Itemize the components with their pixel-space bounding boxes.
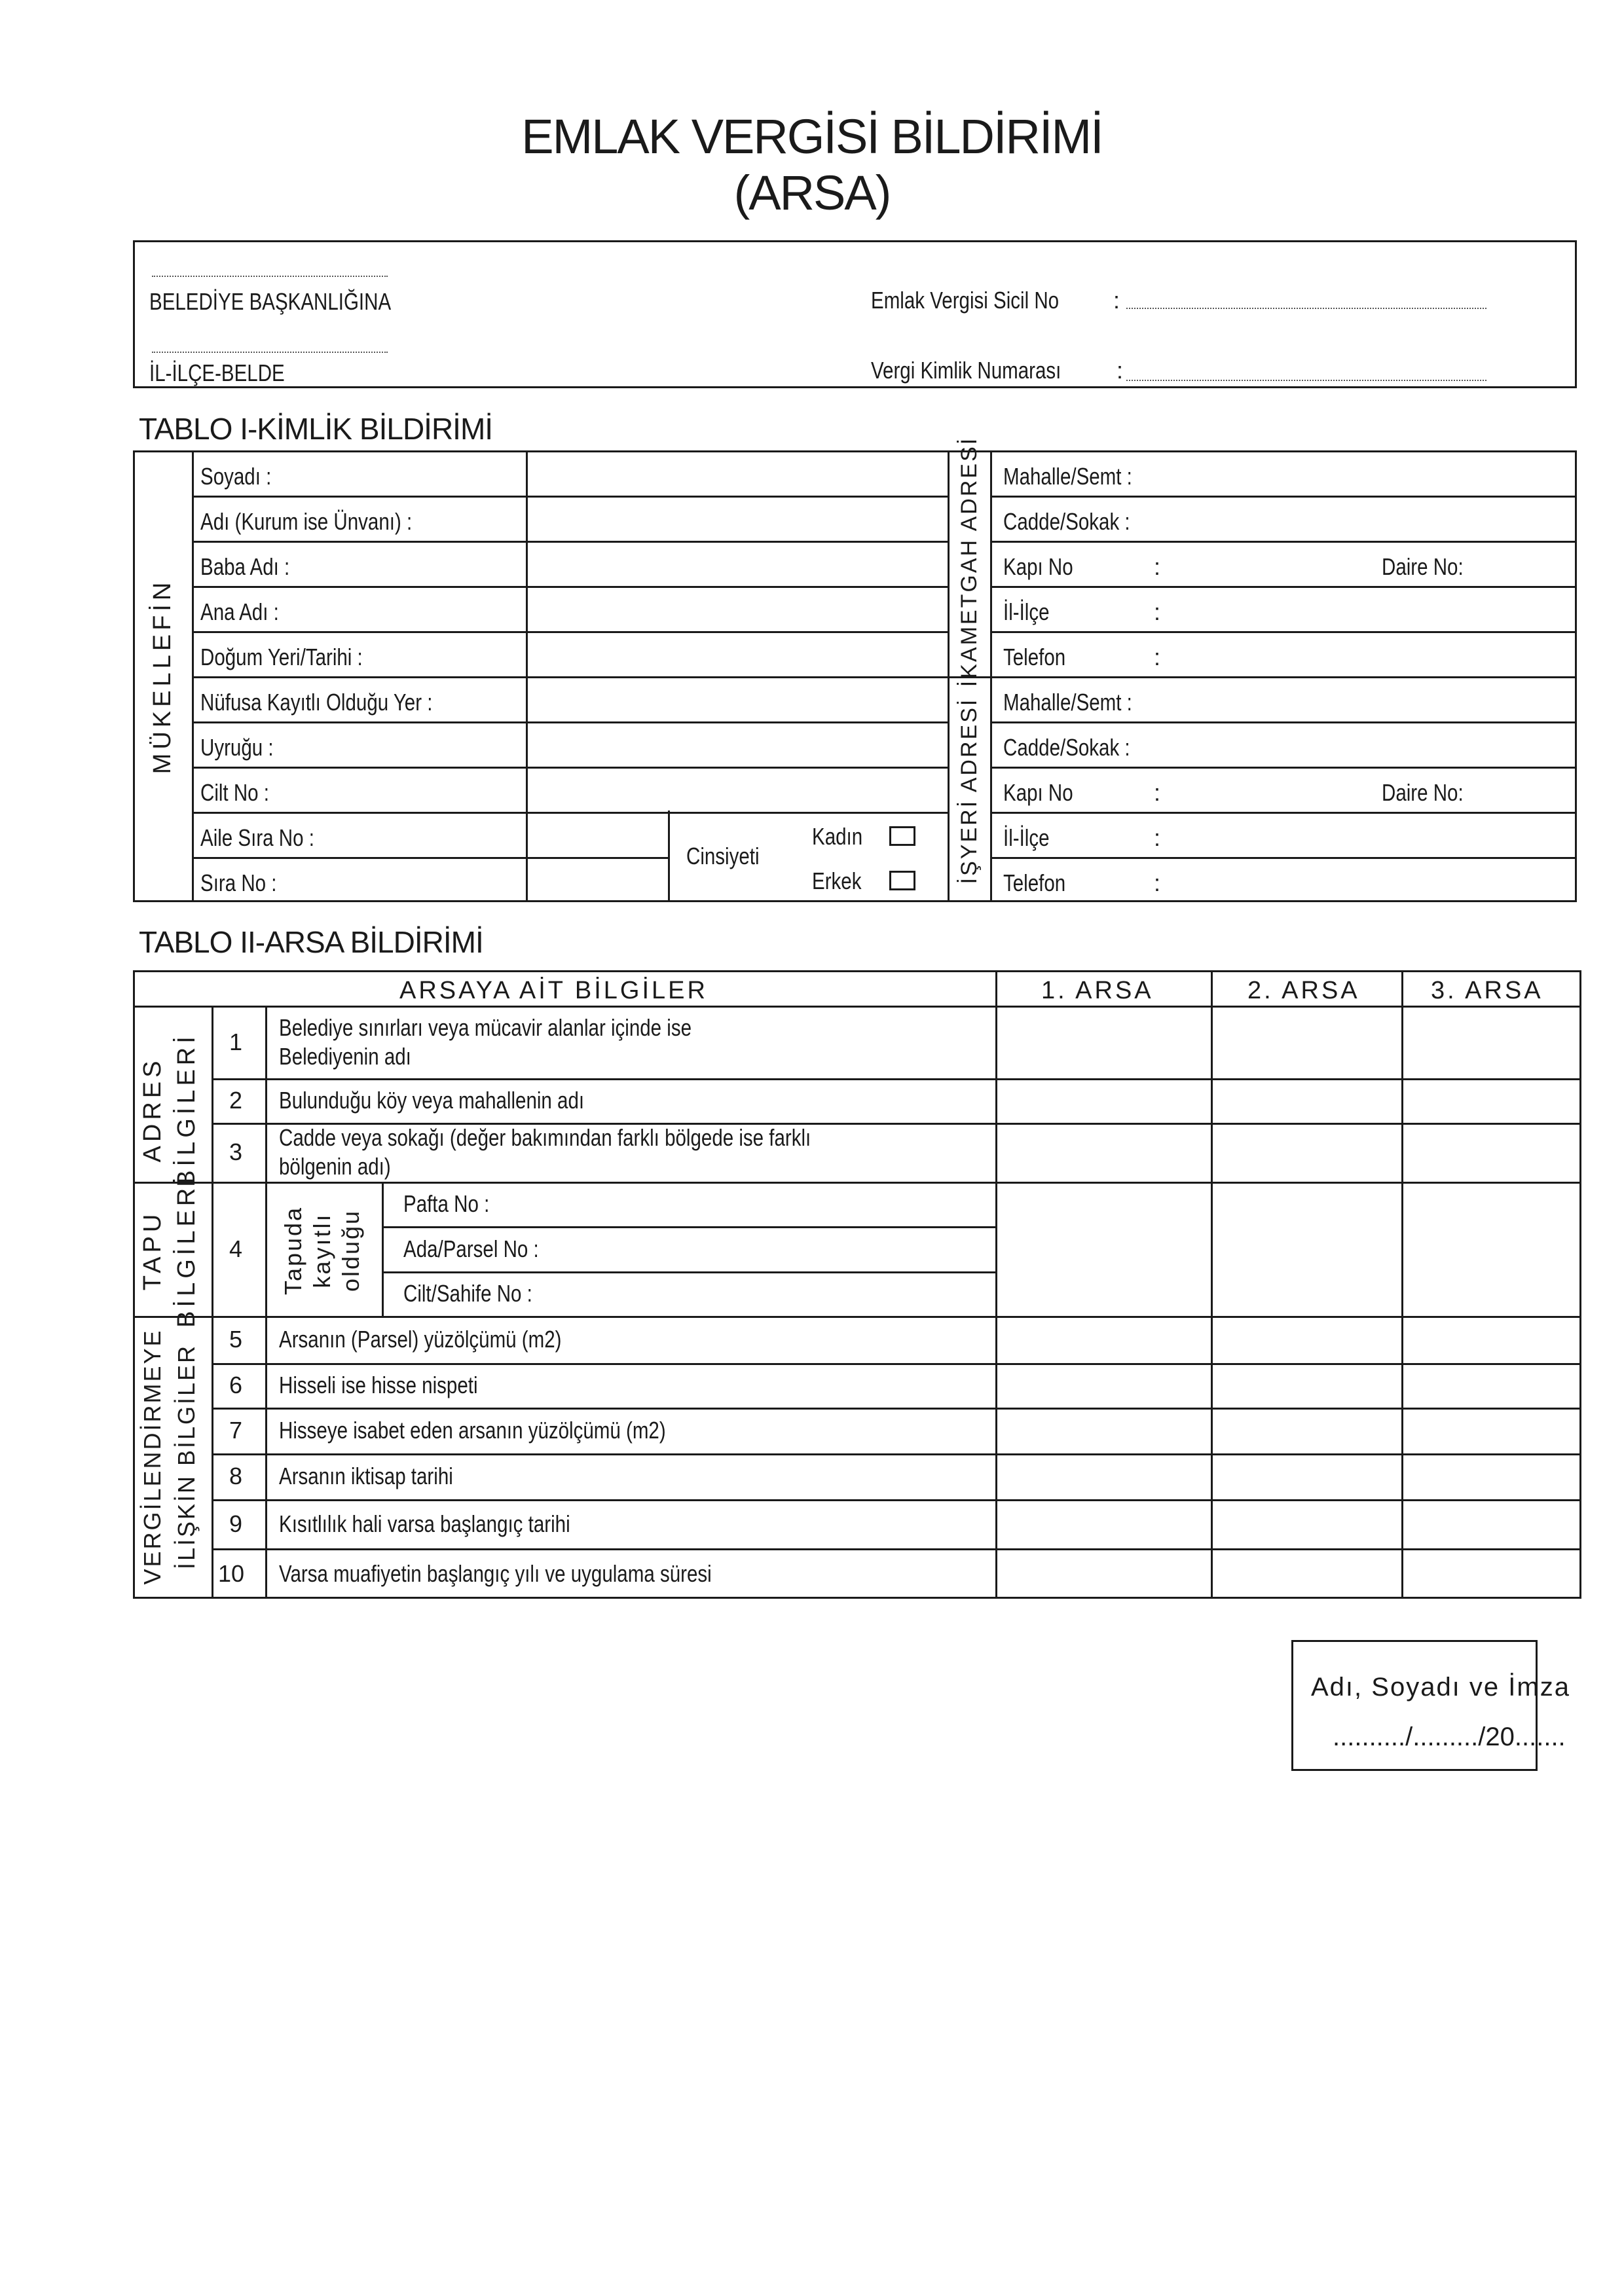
row-number-3: 3 xyxy=(229,1139,243,1165)
gender-label: Cinsiyeti xyxy=(686,843,760,869)
identity-field-label-8: Aile Sıra No : xyxy=(200,824,314,851)
row-3-label-0: Cadde veya sokağı (değer bakımından farklı bölgede ise farklı xyxy=(279,1124,811,1151)
row-8-label-0: Arsanın iktisap tarihi xyxy=(279,1463,453,1489)
address-row-line xyxy=(990,631,1577,633)
address-row-line xyxy=(990,721,1577,723)
tapuda-label-1: Tapuda xyxy=(280,1205,306,1296)
vergi-group-label-1: VERGİLENDİRMEYE xyxy=(139,1328,166,1585)
address-row-line xyxy=(990,767,1577,769)
row-number-10: 10 xyxy=(218,1559,245,1587)
work-address-label-4: Telefon xyxy=(1003,869,1066,896)
gender-male-checkbox[interactable] xyxy=(889,871,915,890)
adres-group-label-1: ADRES xyxy=(139,1057,166,1163)
identity-field-input-3[interactable] xyxy=(528,590,944,629)
column-2-header: 2. ARSA xyxy=(1247,977,1360,1004)
tapu-sub-line xyxy=(382,1271,995,1273)
signature-label: Adı, Soyadı ve İmza xyxy=(1311,1673,1570,1702)
table2-row-line xyxy=(212,1363,1581,1365)
row-number-9: 9 xyxy=(229,1510,243,1537)
table1-row-line xyxy=(192,767,948,769)
address-row-line xyxy=(990,541,1577,543)
work-address-label-1: Cadde/Sokak : xyxy=(1003,734,1130,761)
tapu-group-label-1: TAPU xyxy=(139,1210,166,1291)
row-2-label-0: Bulunduğu köy veya mahallenin adı xyxy=(279,1087,585,1114)
table2-row-line xyxy=(212,1499,1581,1501)
row-10-label-0: Varsa muafiyetin başlangıç yılı ve uygulama süresi xyxy=(279,1559,712,1587)
identity-field-input-4[interactable] xyxy=(528,635,944,674)
identity-field-input-7[interactable] xyxy=(528,771,944,809)
row-number-2: 2 xyxy=(229,1087,243,1114)
arsa-3-row-1-input[interactable] xyxy=(1404,1008,1579,1076)
residence-address-label-2: Kapı No xyxy=(1003,553,1073,580)
arsa-1-row-1-input[interactable] xyxy=(998,1008,1208,1076)
column-1-header: 1. ARSA xyxy=(1041,977,1154,1004)
row-9-label-0: Kısıtlılık hali varsa başlangıç tarihi xyxy=(279,1510,570,1537)
tapu-sub-label-0: Pafta No : xyxy=(403,1190,490,1218)
mukellefin-vertical: MÜKELLEFİN xyxy=(149,578,176,774)
arsa-2-row-9-input[interactable] xyxy=(1213,1502,1399,1546)
row-1-label-0: Belediye sınırları veya mücavir alanlar içinde ise xyxy=(279,1013,692,1041)
identity-field-label-3: Ana Adı : xyxy=(200,598,279,625)
table2-title: TABLO II-ARSA BİLDİRİMİ xyxy=(139,925,483,959)
document-title: EMLAK VERGİSİ BİLDİRİMİ xyxy=(521,109,1103,164)
arsa-1-row-5-input[interactable] xyxy=(998,1319,1208,1360)
arsa-1-row-10-input[interactable] xyxy=(998,1551,1208,1596)
tapuda-label-3: olduğu xyxy=(337,1209,364,1292)
identity-field-label-0: Soyadı : xyxy=(200,463,272,490)
identity-field-input-0[interactable] xyxy=(528,454,944,493)
tapuda-label-2: kayıtlı xyxy=(308,1212,335,1288)
arsa-3-row-2-input[interactable] xyxy=(1404,1081,1579,1120)
address-row-line xyxy=(990,857,1577,859)
residence-address-colon-3: : xyxy=(1154,598,1161,625)
identity-field-input-2[interactable] xyxy=(528,545,944,583)
signature-date: ........../........./20....... xyxy=(1333,1722,1566,1751)
table2-row-line xyxy=(133,1316,1581,1318)
arsa-3-row-10-input[interactable] xyxy=(1404,1551,1579,1596)
table1-row-line xyxy=(192,496,948,498)
work-address-colon-4: : xyxy=(1154,869,1161,896)
residence-address-colon-4: : xyxy=(1154,644,1161,670)
table2-row-line xyxy=(212,1453,1581,1455)
table1-row-line xyxy=(192,631,948,633)
row-number-4: 4 xyxy=(229,1235,243,1262)
tapu-sub-label-1: Ada/Parsel No : xyxy=(403,1235,539,1262)
ikametgah-vertical: İKAMETGAH ADRESİ xyxy=(957,436,982,687)
arsa-2-row-10-input[interactable] xyxy=(1213,1551,1399,1596)
table2-row-line xyxy=(212,1078,1581,1080)
signature-box[interactable] xyxy=(1291,1640,1538,1771)
sicil-no-field[interactable] xyxy=(1126,308,1486,309)
arsa-2-row-3-input[interactable] xyxy=(1213,1125,1399,1179)
arsa-1-row-7-input[interactable] xyxy=(998,1410,1208,1451)
table2-row-line xyxy=(212,1548,1581,1550)
table2-row-line xyxy=(133,1182,1581,1184)
row-3-label-1: bölgenin adı) xyxy=(279,1153,391,1180)
address-row-line xyxy=(990,586,1577,588)
work-address-label-2: Kapı No xyxy=(1003,779,1073,806)
residence-address-label-0: Mahalle/Semt : xyxy=(1003,463,1132,490)
tapu-sub-label-2: Cilt/Sahife No : xyxy=(403,1279,532,1307)
table1-row-line xyxy=(192,721,948,723)
gender-female-checkbox[interactable] xyxy=(889,826,915,846)
residence-address-label-3: İl-İlçe xyxy=(1003,598,1050,625)
tapu-group-label-2: BİLGİLERİ xyxy=(173,1173,200,1328)
arsa-1-row-8-input[interactable] xyxy=(998,1456,1208,1497)
address-row-line xyxy=(990,496,1577,498)
vkn-label: Vergi Kimlik Numarası xyxy=(871,357,1061,384)
identity-field-input-5[interactable] xyxy=(528,680,944,719)
arsa-3-row-8-input[interactable] xyxy=(1404,1456,1579,1497)
municipality-dotline[interactable] xyxy=(152,276,388,277)
row-number-6: 6 xyxy=(229,1372,243,1398)
residence-daire-label: Daire No: xyxy=(1382,553,1464,580)
work-address-label-3: İl-İlçe xyxy=(1003,824,1050,851)
table1-title: TABLO I-KİMLİK BİLDİRİMİ xyxy=(139,412,493,446)
arsa-2-row-8-input[interactable] xyxy=(1213,1456,1399,1497)
municipality-label: BELEDİYE BAŞKANLIĞINA xyxy=(149,288,392,315)
vkn-field[interactable] xyxy=(1126,380,1486,381)
arsa-3-row-7-input[interactable] xyxy=(1404,1410,1579,1451)
vergi-group-label-2: İLİŞKİN BİLGİLER xyxy=(173,1343,200,1570)
arsa-3-row-6-input[interactable] xyxy=(1404,1366,1579,1405)
table1-row-line xyxy=(192,541,948,543)
arsa-2-row-4-input[interactable] xyxy=(1213,1184,1399,1313)
adres-group-label-2: BİLGİLERİ xyxy=(173,1032,200,1187)
identity-field-label-5: Nüfusa Kayıtlı Olduğu Yer : xyxy=(200,689,433,716)
arsa-1-row-9-input[interactable] xyxy=(998,1502,1208,1546)
arsa-1-row-3-input[interactable] xyxy=(998,1125,1208,1179)
document-subtitle: (ARSA) xyxy=(733,166,891,220)
identity-field-label-9: Sıra No : xyxy=(200,869,277,896)
address-row-line xyxy=(990,812,1577,814)
arsa-2-row-6-input[interactable] xyxy=(1213,1366,1399,1405)
row-number-7: 7 xyxy=(229,1417,243,1444)
identity-field-label-2: Baba Adı : xyxy=(200,553,290,580)
table1-row-line xyxy=(192,586,948,588)
isyeri-vertical: İŞYERİ ADRESİ xyxy=(957,697,982,884)
gender-male-label: Erkek xyxy=(812,867,862,894)
table2-header: ARSAYA AİT BİLGİLER xyxy=(399,977,708,1004)
identity-field-label-7: Cilt No : xyxy=(200,779,269,806)
identity-field-label-6: Uyruğu : xyxy=(200,734,274,761)
arsa-2-row-1-input[interactable] xyxy=(1213,1008,1399,1076)
tapu-sub-line xyxy=(382,1226,995,1228)
row-7-label-0: Hisseye isabet eden arsanın yüzölçümü (m2) xyxy=(279,1417,666,1444)
district-label: İL-İLÇE-BELDE xyxy=(149,359,285,386)
arsa-1-row-4-input[interactable] xyxy=(998,1184,1208,1313)
residence-address-colon-2: : xyxy=(1154,553,1161,580)
vkn-colon: : xyxy=(1116,357,1124,384)
row-1-label-1: Belediyenin adı xyxy=(279,1042,411,1070)
row-number-8: 8 xyxy=(229,1463,243,1489)
arsa-3-row-9-input[interactable] xyxy=(1404,1502,1579,1546)
work-address-label-0: Mahalle/Semt : xyxy=(1003,689,1132,716)
identity-field-input-6[interactable] xyxy=(528,725,944,764)
residence-address-label-4: Telefon xyxy=(1003,644,1066,670)
tapu-sub-divider xyxy=(382,1182,384,1316)
identity-field-input-1[interactable] xyxy=(528,500,944,538)
work-address-colon-2: : xyxy=(1154,779,1161,806)
arsa-1-row-2-input[interactable] xyxy=(998,1081,1208,1120)
table2-row-line xyxy=(212,1408,1581,1410)
row-number-1: 1 xyxy=(229,1028,243,1055)
address-row-line xyxy=(990,676,1577,678)
sicil-no-colon: : xyxy=(1113,287,1120,314)
arsa-2-row-7-input[interactable] xyxy=(1213,1410,1399,1451)
work-address-colon-3: : xyxy=(1154,824,1161,851)
column-3-header: 3. ARSA xyxy=(1431,977,1543,1004)
work-daire-label: Daire No: xyxy=(1382,779,1464,806)
arsa-3-row-3-input[interactable] xyxy=(1404,1125,1579,1179)
sicil-no-label: Emlak Vergisi Sicil No xyxy=(871,287,1060,314)
arsa-2-row-5-input[interactable] xyxy=(1213,1319,1399,1360)
table1-row-line xyxy=(192,676,948,678)
arsa-1-row-6-input[interactable] xyxy=(998,1366,1208,1405)
arsa-3-row-4-input[interactable] xyxy=(1404,1184,1579,1313)
identity-field-label-1: Adı (Kurum ise Ünvanı) : xyxy=(200,508,413,535)
row-6-label-0: Hisseli ise hisse nispeti xyxy=(279,1372,478,1398)
table1-row-line xyxy=(192,857,668,859)
identity-field-label-4: Doğum Yeri/Tarihi : xyxy=(200,644,363,670)
residence-address-label-1: Cadde/Sokak : xyxy=(1003,508,1130,535)
arsa-3-row-5-input[interactable] xyxy=(1404,1319,1579,1360)
table1-row-line xyxy=(192,812,948,814)
row-number-5: 5 xyxy=(229,1326,243,1353)
arsa-2-row-2-input[interactable] xyxy=(1213,1081,1399,1120)
district-dotline[interactable] xyxy=(152,352,388,353)
gender-female-label: Kadın xyxy=(812,823,863,850)
row-5-label-0: Arsanın (Parsel) yüzölçümü (m2) xyxy=(279,1326,562,1353)
